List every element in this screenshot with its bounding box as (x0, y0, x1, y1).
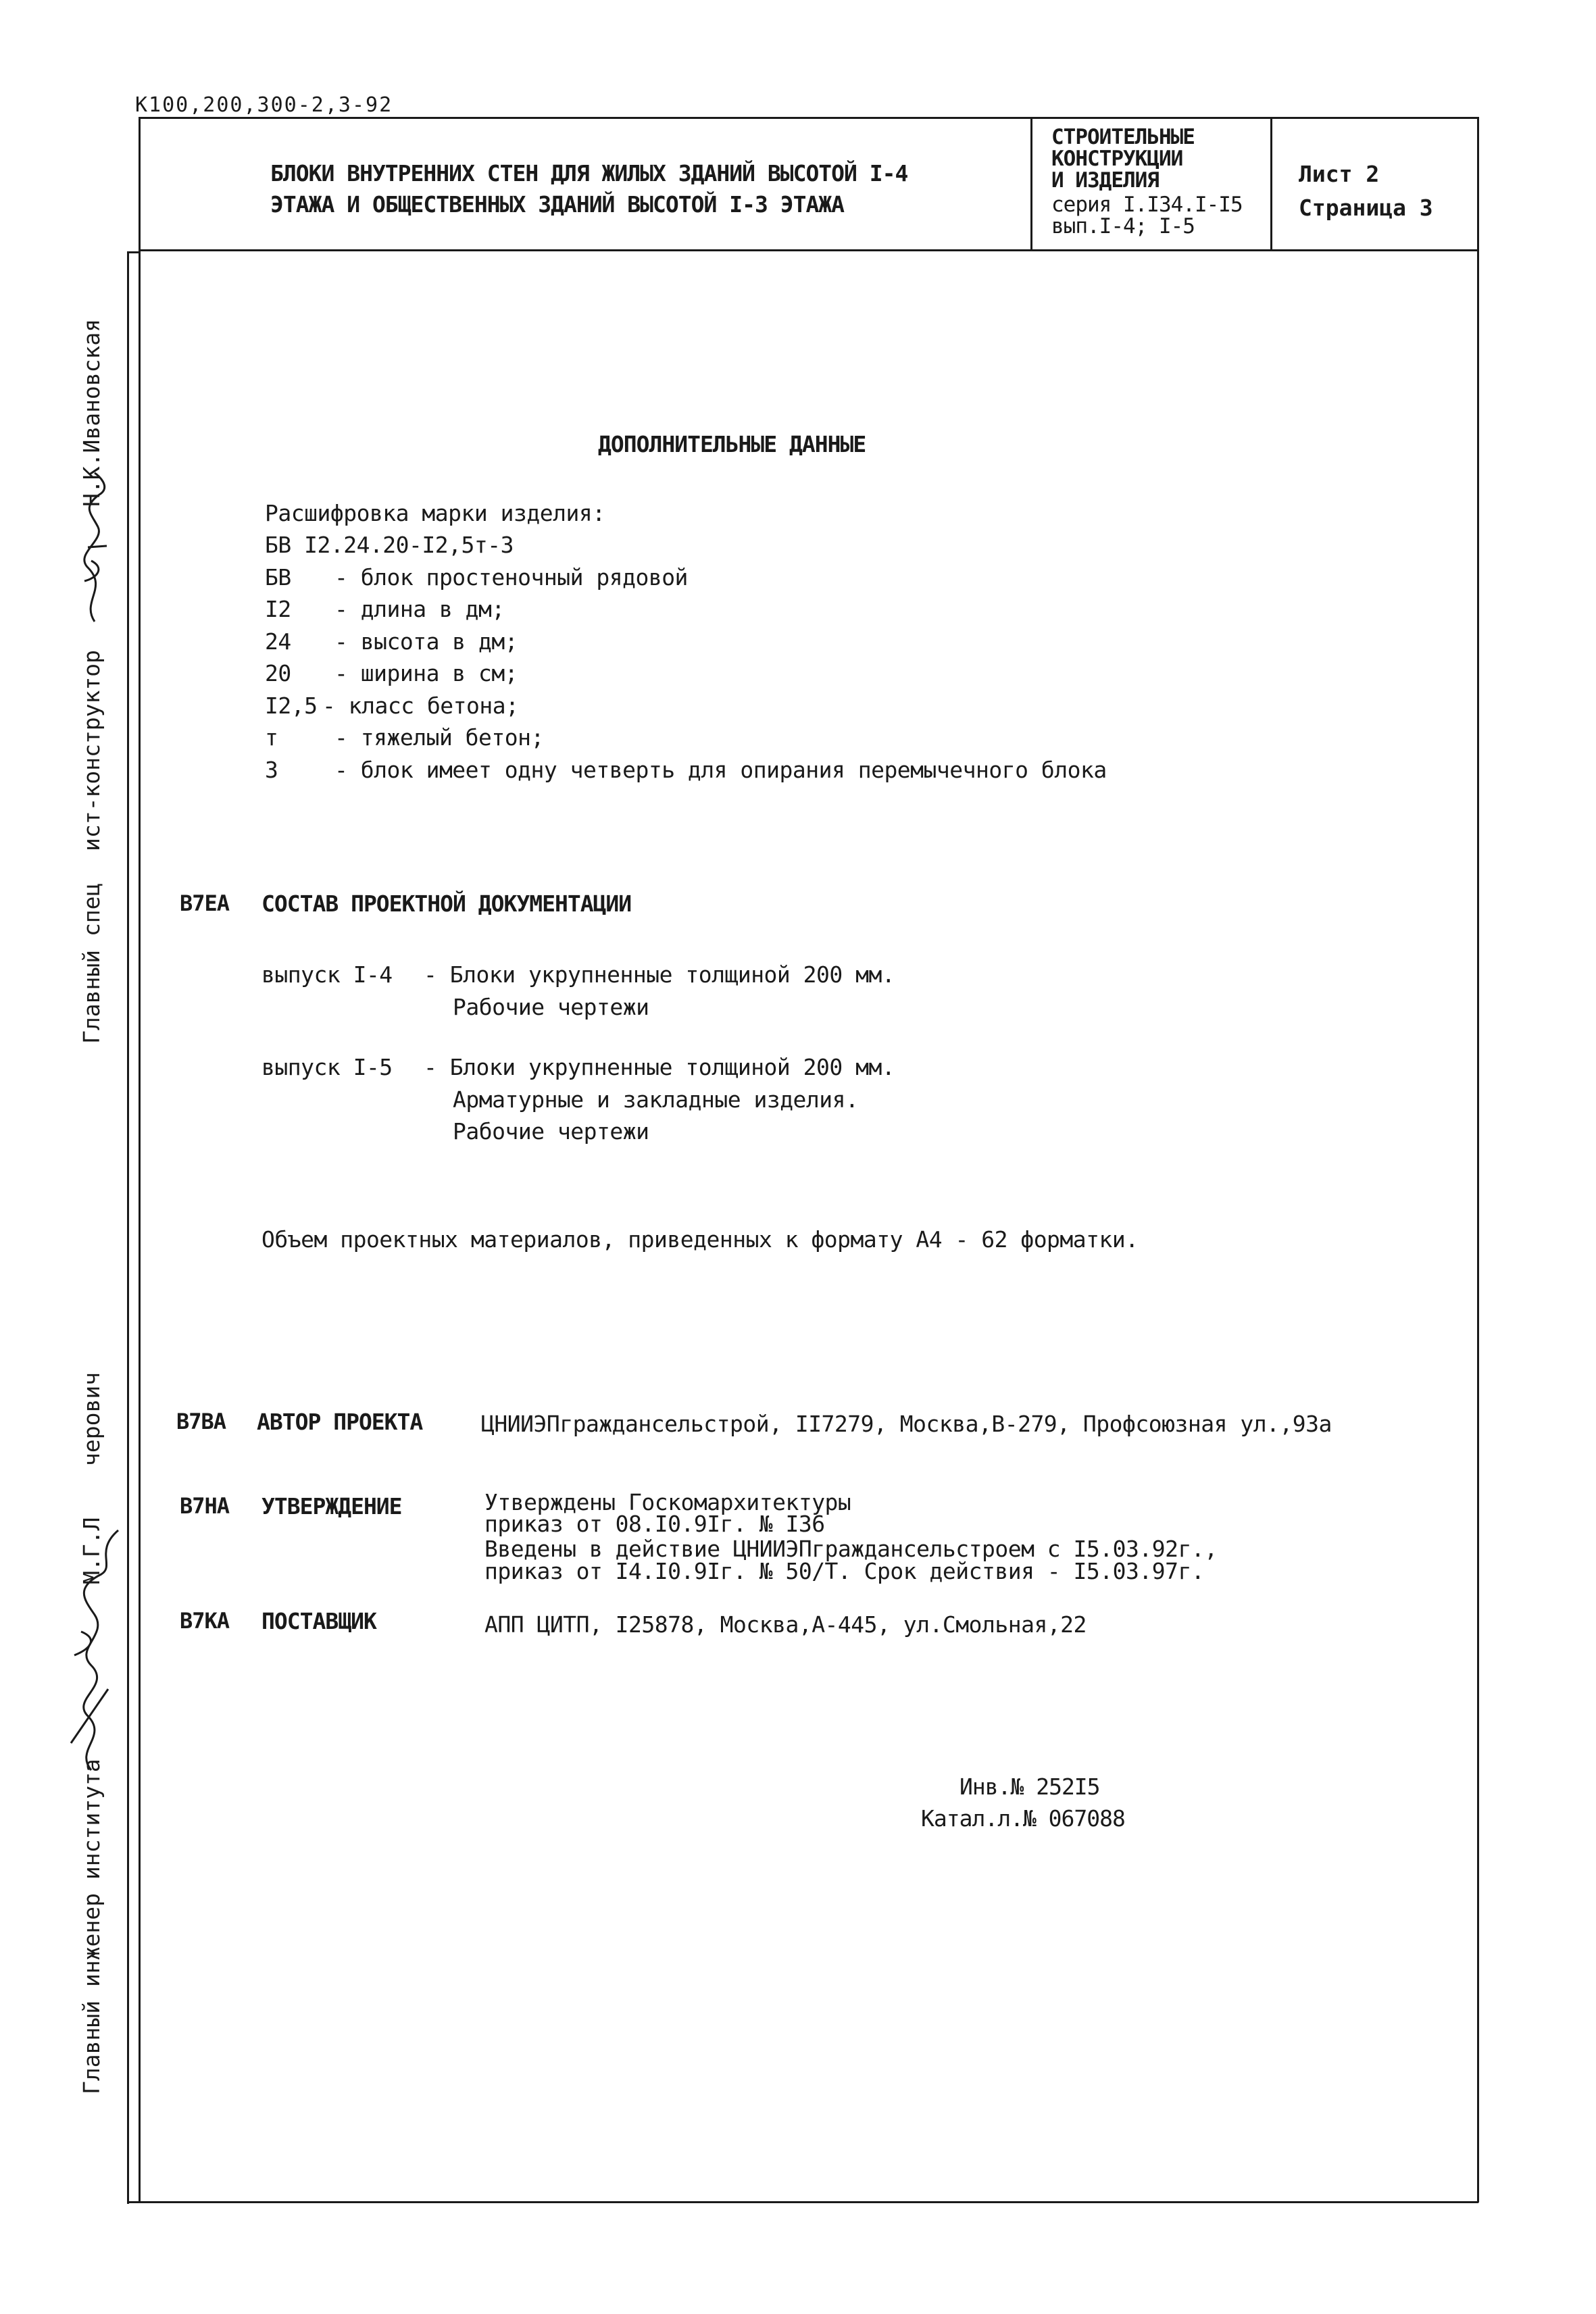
mark-row-desc: - класс бетона; (322, 693, 519, 719)
mark-row-code: 20 (265, 660, 291, 686)
chief-engineer-signature (54, 1520, 128, 1777)
category-line-2: КОНСТРУКЦИИ (1051, 147, 1183, 171)
approval-line-4: приказ от I4.I0.9Iг. № 50/Т. Срок действия - I5.03.97г. (484, 1558, 1205, 1584)
composition-heading: СОСТАВ ПРОЕКТНОЙ ДОКУМЕНТАЦИИ (261, 890, 632, 917)
chief-engineer-name: М.Г.Л (78, 1517, 105, 1584)
mark-row-desc: - блок простеночный рядовой (334, 564, 688, 590)
composition-code: В7ЕА (180, 890, 230, 916)
series-number: серия I.I34.I-I5 (1051, 193, 1243, 217)
category-line-1: СТРОИТЕЛЬНЫЕ (1051, 125, 1195, 149)
constructor-label-fragment: ист-конструктор (78, 649, 105, 851)
chief-engineer-name-fragment: черович (78, 1372, 105, 1466)
category-line-3: И ИЗДЕЛИЯ (1051, 168, 1159, 193)
inventory-number: Инв.№ 252I5 (959, 1774, 1100, 1800)
sheet-number: Лист 2 (1299, 161, 1380, 187)
supplier-code: В7КА (180, 1608, 230, 1634)
approval-code: В7НА (180, 1493, 230, 1519)
document-title-line-2: ЭТАЖА И ОБЩЕСТВЕННЫХ ЗДАНИЙ ВЫСОТОЙ I-3 ЭТАЖА (270, 191, 845, 218)
chief-specialist-label: Главный спец (78, 882, 105, 1044)
mark-row-desc: - длина в дм; (334, 596, 505, 622)
additional-data-heading: ДОПОЛНИТЕЛЬНЫЕ ДАННЫЕ (598, 431, 866, 457)
chief-engineer-label: Главный инженер института (78, 1759, 105, 2094)
issue-2-line-3: Рабочие чертежи (453, 1118, 649, 1145)
approval-line-2: приказ от 08.I0.9Iг. № I36 (484, 1511, 825, 1537)
issue-1-line-1: - Блоки укрупненные толщиной 200 мм. (424, 961, 895, 988)
mark-row-code: I2,5 (265, 693, 318, 719)
author-value: ЦНИИЭПграждансельстрой, II7279, Москва,В-279, Профсоюзная ул.,93а (481, 1411, 1332, 1437)
issue-2-line-2: Арматурные и закладные изделия. (453, 1086, 859, 1113)
mark-row-code: 24 (265, 628, 291, 655)
chief-specialist-name: Н.К.Ивановская (78, 318, 105, 507)
materials-volume: Объем проектных материалов, приведенных к формату А4 - 62 форматки. (261, 1226, 1139, 1253)
supplier-value: АПП ЦИТП, I25878, Москва,А-445, ул.Смольная,22 (484, 1611, 1087, 1638)
mark-row-code: БВ (265, 564, 291, 590)
product-mark: БВ I2.24.20-I2,5т-3 (265, 532, 514, 558)
chief-specialist-signature (68, 466, 122, 628)
mark-row-desc: - ширина в см; (334, 660, 518, 686)
mark-row-code: I2 (265, 596, 291, 622)
issue-2-line-1: - Блоки укрупненные толщиной 200 мм. (424, 1054, 895, 1080)
issue-1-label: выпуск I-4 (261, 961, 393, 988)
approval-label: УТВЕРЖДЕНИЕ (261, 1493, 402, 1519)
approval-line-3: Введены в действие ЦНИИЭПграждансельстроем с I5.03.92г., (484, 1536, 1218, 1562)
mark-row-code: т (265, 724, 278, 751)
document-title-line-1: БЛОКИ ВНУТРЕННИХ СТЕН ДЛЯ ЖИЛЫХ ЗДАНИЙ ВЫСОТОЙ I-4 (270, 160, 908, 186)
mark-row-code: 3 (265, 757, 278, 783)
author-code: В7ВА (176, 1409, 226, 1434)
document-code: К100,200,300-2,3-92 (135, 93, 393, 117)
page-number: Страница 3 (1299, 195, 1433, 221)
issue-1-line-2: Рабочие чертежи (453, 994, 649, 1020)
mark-row-desc: - высота в дм; (334, 628, 518, 655)
approval-line-1: Утверждены Госкомархитектуры (484, 1489, 851, 1515)
mark-row-desc: - тяжелый бетон; (334, 724, 544, 751)
mark-row-desc: - блок имеет одну четверть для опирания перемычечного блока (334, 757, 1107, 783)
supplier-label: ПОСТАВЩИК (261, 1608, 376, 1634)
author-label: АВТОР ПРОЕКТА (257, 1409, 423, 1435)
issue-2-label: выпуск I-5 (261, 1054, 393, 1080)
mark-decoding-intro: Расшифровка марки изделия: (265, 500, 605, 526)
issue-numbers: вып.I-4; I-5 (1051, 214, 1195, 238)
catalog-number: Катал.л.№ 067088 (921, 1805, 1125, 1832)
